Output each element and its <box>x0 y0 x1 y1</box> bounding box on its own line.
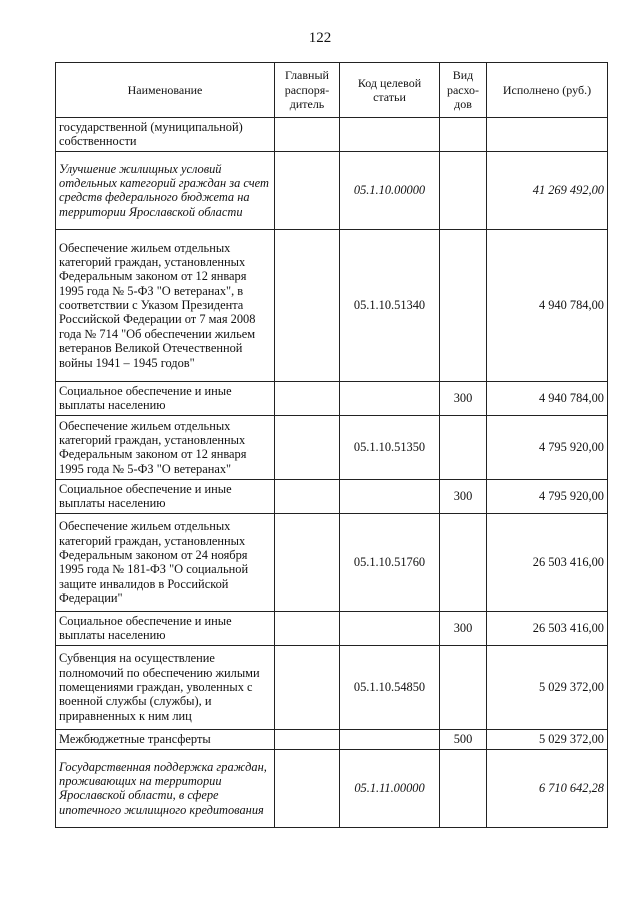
row-executed-amount-cell: 6 710 642,28 <box>487 749 608 827</box>
row-name-cell: Обеспечение жильем отдельных категорий граждан, установленных Федеральным законом от 12 января 1995 года № 5-ФЗ "О ветеранах", в соответствии с Указом Президента Российской Федерации от 7 мая 2008 года № 714 "Об обеспечении жильем ветеранов Великой Отечественной войны 1941 – 1945 годов" <box>56 229 275 381</box>
row-main-administrator-cell <box>275 645 340 729</box>
header-target-code: Код целевой статьи <box>340 63 440 118</box>
row-main-administrator-cell <box>275 229 340 381</box>
table-body <box>56 118 608 828</box>
row-target-code-cell <box>340 381 440 415</box>
table-row <box>56 118 608 152</box>
table-row <box>56 415 608 479</box>
row-name-cell: Улучшение жилищных условий отдельных категорий граждан за счет средств федерального бюджета на территории Ярославской области <box>56 151 275 229</box>
table-row <box>56 611 608 645</box>
row-name-cell: Государственная поддержка граждан, проживающих на территории Ярославской области, в сфере ипотечного жилищного кредитования <box>56 749 275 827</box>
row-name-cell: государственной (муниципальной) собственности <box>56 118 275 152</box>
row-name-cell: Обеспечение жильем отдельных категорий граждан, установленных Федеральным законом от 24 ноября 1995 года № 181-ФЗ "О социальной защите инвалидов в Российской Федерации" <box>56 513 275 611</box>
row-executed-amount-cell: 4 940 784,00 <box>487 229 608 381</box>
table-header-row <box>56 63 608 118</box>
header-main-administrator: Главный распоря-дитель <box>275 63 340 118</box>
row-name-cell: Обеспечение жильем отдельных категорий граждан, установленных Федеральным законом от 12 января 1995 года № 5-ФЗ "О ветеранах" <box>56 415 275 479</box>
row-main-administrator-cell <box>275 118 340 152</box>
row-main-administrator-cell <box>275 151 340 229</box>
table-row <box>56 151 608 229</box>
row-target-code-cell: 05.1.11.00000 <box>340 749 440 827</box>
row-name-cell: Межбюджетные трансферты <box>56 729 275 749</box>
row-expense-type-cell <box>440 151 487 229</box>
header-expense-type: Вид расхо-дов <box>440 63 487 118</box>
row-target-code-cell <box>340 118 440 152</box>
row-main-administrator-cell <box>275 611 340 645</box>
row-main-administrator-cell <box>275 749 340 827</box>
row-executed-amount-cell: 26 503 416,00 <box>487 513 608 611</box>
table-row <box>56 645 608 729</box>
row-target-code-cell: 05.1.10.54850 <box>340 645 440 729</box>
row-main-administrator-cell <box>275 381 340 415</box>
table-row <box>56 729 608 749</box>
row-target-code-cell <box>340 611 440 645</box>
table-row <box>56 229 608 381</box>
row-target-code-cell: 05.1.10.51760 <box>340 513 440 611</box>
row-name-cell: Социальное обеспечение и иные выплаты населению <box>56 479 275 513</box>
table-row <box>56 749 608 827</box>
table-row <box>56 513 608 611</box>
row-expense-type-cell: 300 <box>440 611 487 645</box>
row-executed-amount-cell: 5 029 372,00 <box>487 729 608 749</box>
row-expense-type-cell: 500 <box>440 729 487 749</box>
row-name-cell: Социальное обеспечение и иные выплаты населению <box>56 381 275 415</box>
row-expense-type-cell: 300 <box>440 381 487 415</box>
row-expense-type-cell <box>440 645 487 729</box>
row-expense-type-cell: 300 <box>440 479 487 513</box>
row-main-administrator-cell <box>275 479 340 513</box>
row-expense-type-cell <box>440 118 487 152</box>
row-executed-amount-cell: 4 940 784,00 <box>487 381 608 415</box>
row-target-code-cell: 05.1.10.51340 <box>340 229 440 381</box>
row-name-cell: Социальное обеспечение и иные выплаты населению <box>56 611 275 645</box>
row-target-code-cell <box>340 729 440 749</box>
row-main-administrator-cell <box>275 415 340 479</box>
budget-table <box>55 62 608 828</box>
page-number: 122 <box>308 30 332 46</box>
row-expense-type-cell <box>440 229 487 381</box>
row-name-cell: Субвенция на осуществление полномочий по обеспечению жилыми помещениями граждан, уволенных с военной службы (службы), и приравненных к ним лиц <box>56 645 275 729</box>
row-executed-amount-cell: 4 795 920,00 <box>487 415 608 479</box>
row-executed-amount-cell: 4 795 920,00 <box>487 479 608 513</box>
row-expense-type-cell <box>440 513 487 611</box>
row-main-administrator-cell <box>275 513 340 611</box>
row-main-administrator-cell <box>275 729 340 749</box>
row-expense-type-cell <box>440 415 487 479</box>
row-target-code-cell: 05.1.10.51350 <box>340 415 440 479</box>
table-row <box>56 381 608 415</box>
header-executed-amount: Исполнено (руб.) <box>487 63 608 118</box>
row-executed-amount-cell: 41 269 492,00 <box>487 151 608 229</box>
row-expense-type-cell <box>440 749 487 827</box>
header-name: Наименование <box>56 63 275 118</box>
row-target-code-cell: 05.1.10.00000 <box>340 151 440 229</box>
row-target-code-cell <box>340 479 440 513</box>
row-executed-amount-cell: 5 029 372,00 <box>487 645 608 729</box>
row-executed-amount-cell: 26 503 416,00 <box>487 611 608 645</box>
table-row <box>56 479 608 513</box>
row-executed-amount-cell <box>487 118 608 152</box>
